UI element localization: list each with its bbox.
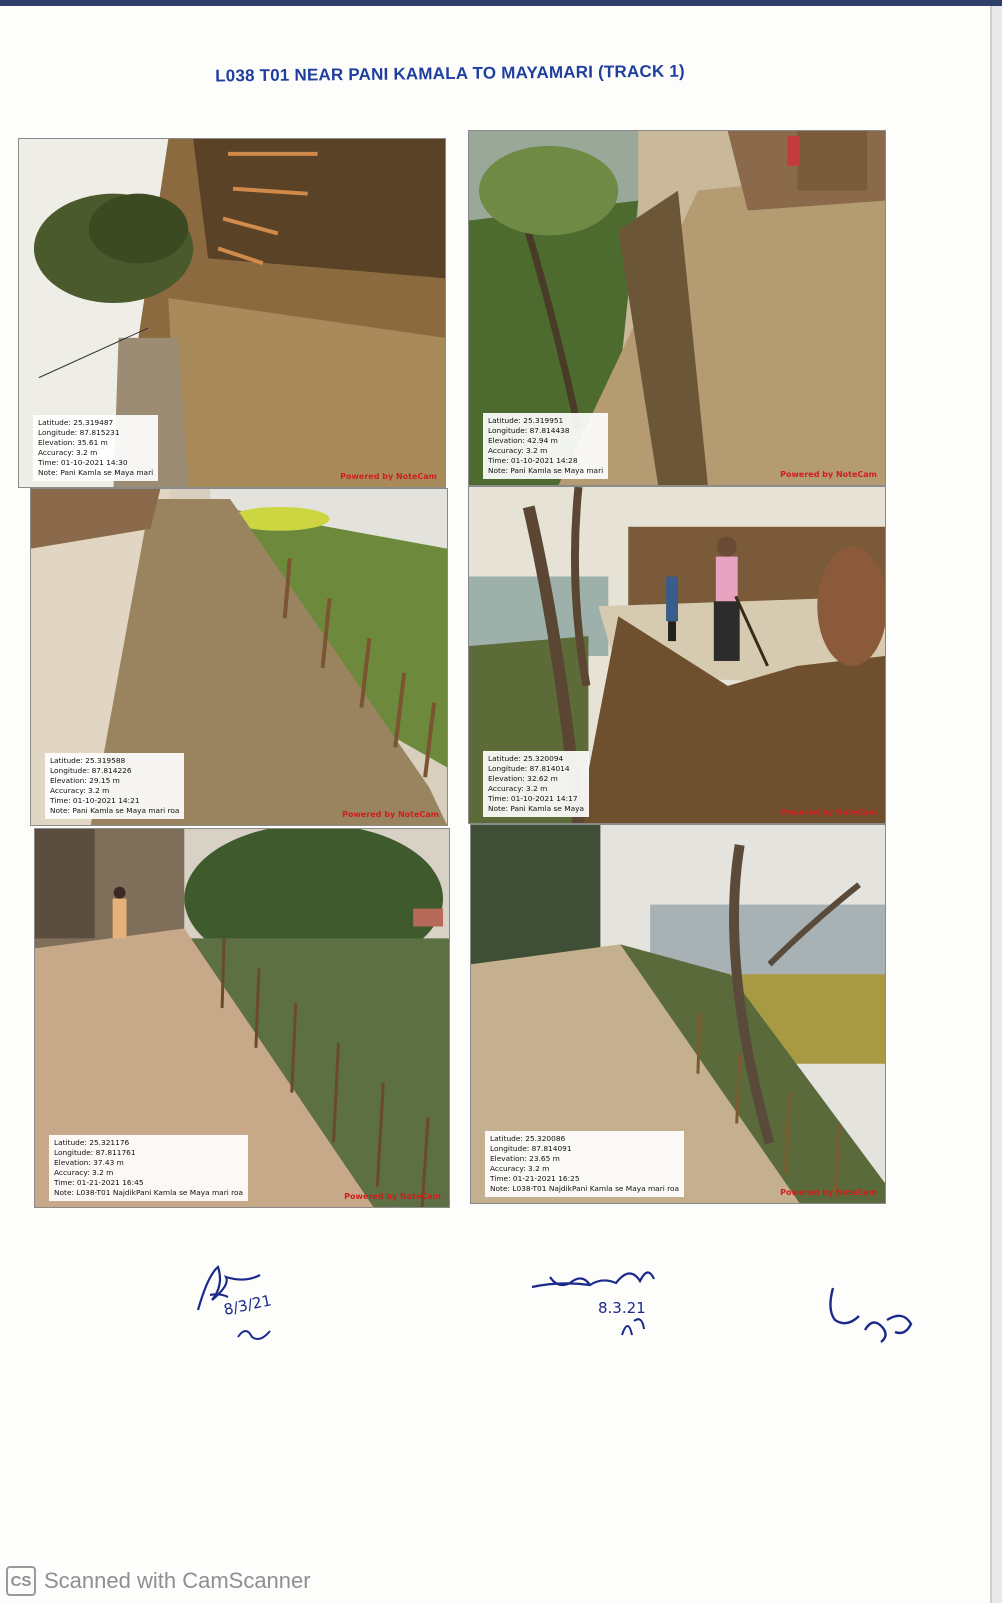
signature-2-date: 8.3.21 bbox=[598, 1299, 646, 1317]
elevation-text: Elevation: 32.62 m bbox=[488, 774, 558, 783]
note-text: Note: L038-T01 NajdikPani Kamla se Maya mari roa bbox=[490, 1184, 680, 1193]
signature-1-mark bbox=[190, 1255, 300, 1345]
time-text: Time: 01-21-2021 16:45 bbox=[54, 1178, 144, 1187]
powered-by-label: Powered by NoteCam bbox=[340, 472, 437, 481]
elevation-text: Elevation: 42.94 m bbox=[488, 436, 558, 445]
accuracy-text: Accuracy: 3.2 m bbox=[488, 784, 548, 793]
longitude-text: Longitude: 87.814226 bbox=[50, 766, 132, 775]
time-text: Time: 01-10-2021 14:28 bbox=[488, 456, 578, 465]
signature-3 bbox=[825, 1280, 920, 1350]
accuracy-text: Accuracy: 3.2 m bbox=[488, 446, 548, 455]
signature-1-date: 8/3/21 bbox=[222, 1291, 274, 1319]
latitude-text: Latitude: 25.320094 bbox=[488, 754, 564, 763]
photo-grid bbox=[18, 130, 884, 1234]
note-text: Note: Pani Kamla se Maya bbox=[488, 804, 585, 813]
latitude-text: Latitude: 25.320086 bbox=[490, 1134, 566, 1143]
camscanner-text: Scanned with CamScanner bbox=[44, 1568, 311, 1593]
time-text: Time: 01-10-2021 14:21 bbox=[50, 796, 140, 805]
geo-stamp bbox=[33, 415, 158, 481]
site-photo-5 bbox=[34, 828, 450, 1208]
geo-stamp bbox=[45, 753, 184, 819]
powered-by-label: Powered by NoteCam bbox=[342, 810, 439, 819]
elevation-text: Elevation: 29.15 m bbox=[50, 776, 120, 785]
accuracy-text: Accuracy: 3.2 m bbox=[38, 448, 98, 457]
note-text: Note: Pani Kamla se Maya mari bbox=[488, 466, 604, 475]
site-photo-1 bbox=[18, 138, 446, 488]
note-text: Note: L038-T01 NajdikPani Kamla se Maya mari roa bbox=[54, 1188, 244, 1197]
longitude-text: Longitude: 87.814438 bbox=[488, 426, 570, 435]
signature-2-mark bbox=[530, 1255, 680, 1340]
page-title: L038 T01 NEAR PANI KAMALA TO MAYAMARI (TRACK 1) bbox=[215, 61, 685, 86]
latitude-text: Latitude: 25.319951 bbox=[488, 416, 564, 425]
geo-stamp bbox=[49, 1135, 248, 1201]
camscanner-watermark bbox=[6, 1566, 311, 1596]
site-photo-3 bbox=[30, 488, 448, 826]
longitude-text: Longitude: 87.814014 bbox=[488, 764, 570, 773]
geo-stamp bbox=[483, 413, 608, 479]
longitude-text: Longitude: 87.814091 bbox=[490, 1144, 572, 1153]
time-text: Time: 01-21-2021 16:25 bbox=[490, 1174, 580, 1183]
geo-stamp bbox=[485, 1131, 684, 1197]
signature-1 bbox=[190, 1255, 300, 1345]
accuracy-text: Accuracy: 3.2 m bbox=[54, 1168, 114, 1177]
camscanner-logo-icon: CS bbox=[6, 1566, 36, 1596]
powered-by-label: Powered by NoteCam bbox=[780, 1188, 877, 1197]
time-text: Time: 01-10-2021 14:17 bbox=[488, 794, 578, 803]
elevation-text: Elevation: 35.61 m bbox=[38, 438, 108, 447]
longitude-text: Longitude: 87.815231 bbox=[38, 428, 120, 437]
elevation-text: Elevation: 23.65 m bbox=[490, 1154, 560, 1163]
longitude-text: Longitude: 87.811761 bbox=[54, 1148, 136, 1157]
accuracy-text: Accuracy: 3.2 m bbox=[50, 786, 110, 795]
signature-2 bbox=[530, 1255, 680, 1340]
scan-top-edge bbox=[0, 0, 1002, 6]
time-text: Time: 01-10-2021 14:30 bbox=[38, 458, 128, 467]
powered-by-label: Powered by NoteCam bbox=[780, 470, 877, 479]
note-text: Note: Pani Kamla se Maya mari bbox=[38, 468, 154, 477]
latitude-text: Latitude: 25.321176 bbox=[54, 1138, 130, 1147]
signature-3-mark bbox=[825, 1280, 920, 1350]
accuracy-text: Accuracy: 3.2 m bbox=[490, 1164, 550, 1173]
site-photo-6 bbox=[470, 824, 886, 1204]
elevation-text: Elevation: 37.43 m bbox=[54, 1158, 124, 1167]
note-text: Note: Pani Kamla se Maya mari roa bbox=[50, 806, 180, 815]
geo-stamp bbox=[483, 751, 589, 817]
latitude-text: Latitude: 25.319588 bbox=[50, 756, 126, 765]
powered-by-label: Powered by NoteCam bbox=[344, 1192, 441, 1201]
powered-by-label: Powered by NoteCam bbox=[780, 808, 877, 817]
site-photo-4 bbox=[468, 486, 886, 824]
site-photo-2 bbox=[468, 130, 886, 486]
latitude-text: Latitude: 25.319487 bbox=[38, 418, 114, 427]
